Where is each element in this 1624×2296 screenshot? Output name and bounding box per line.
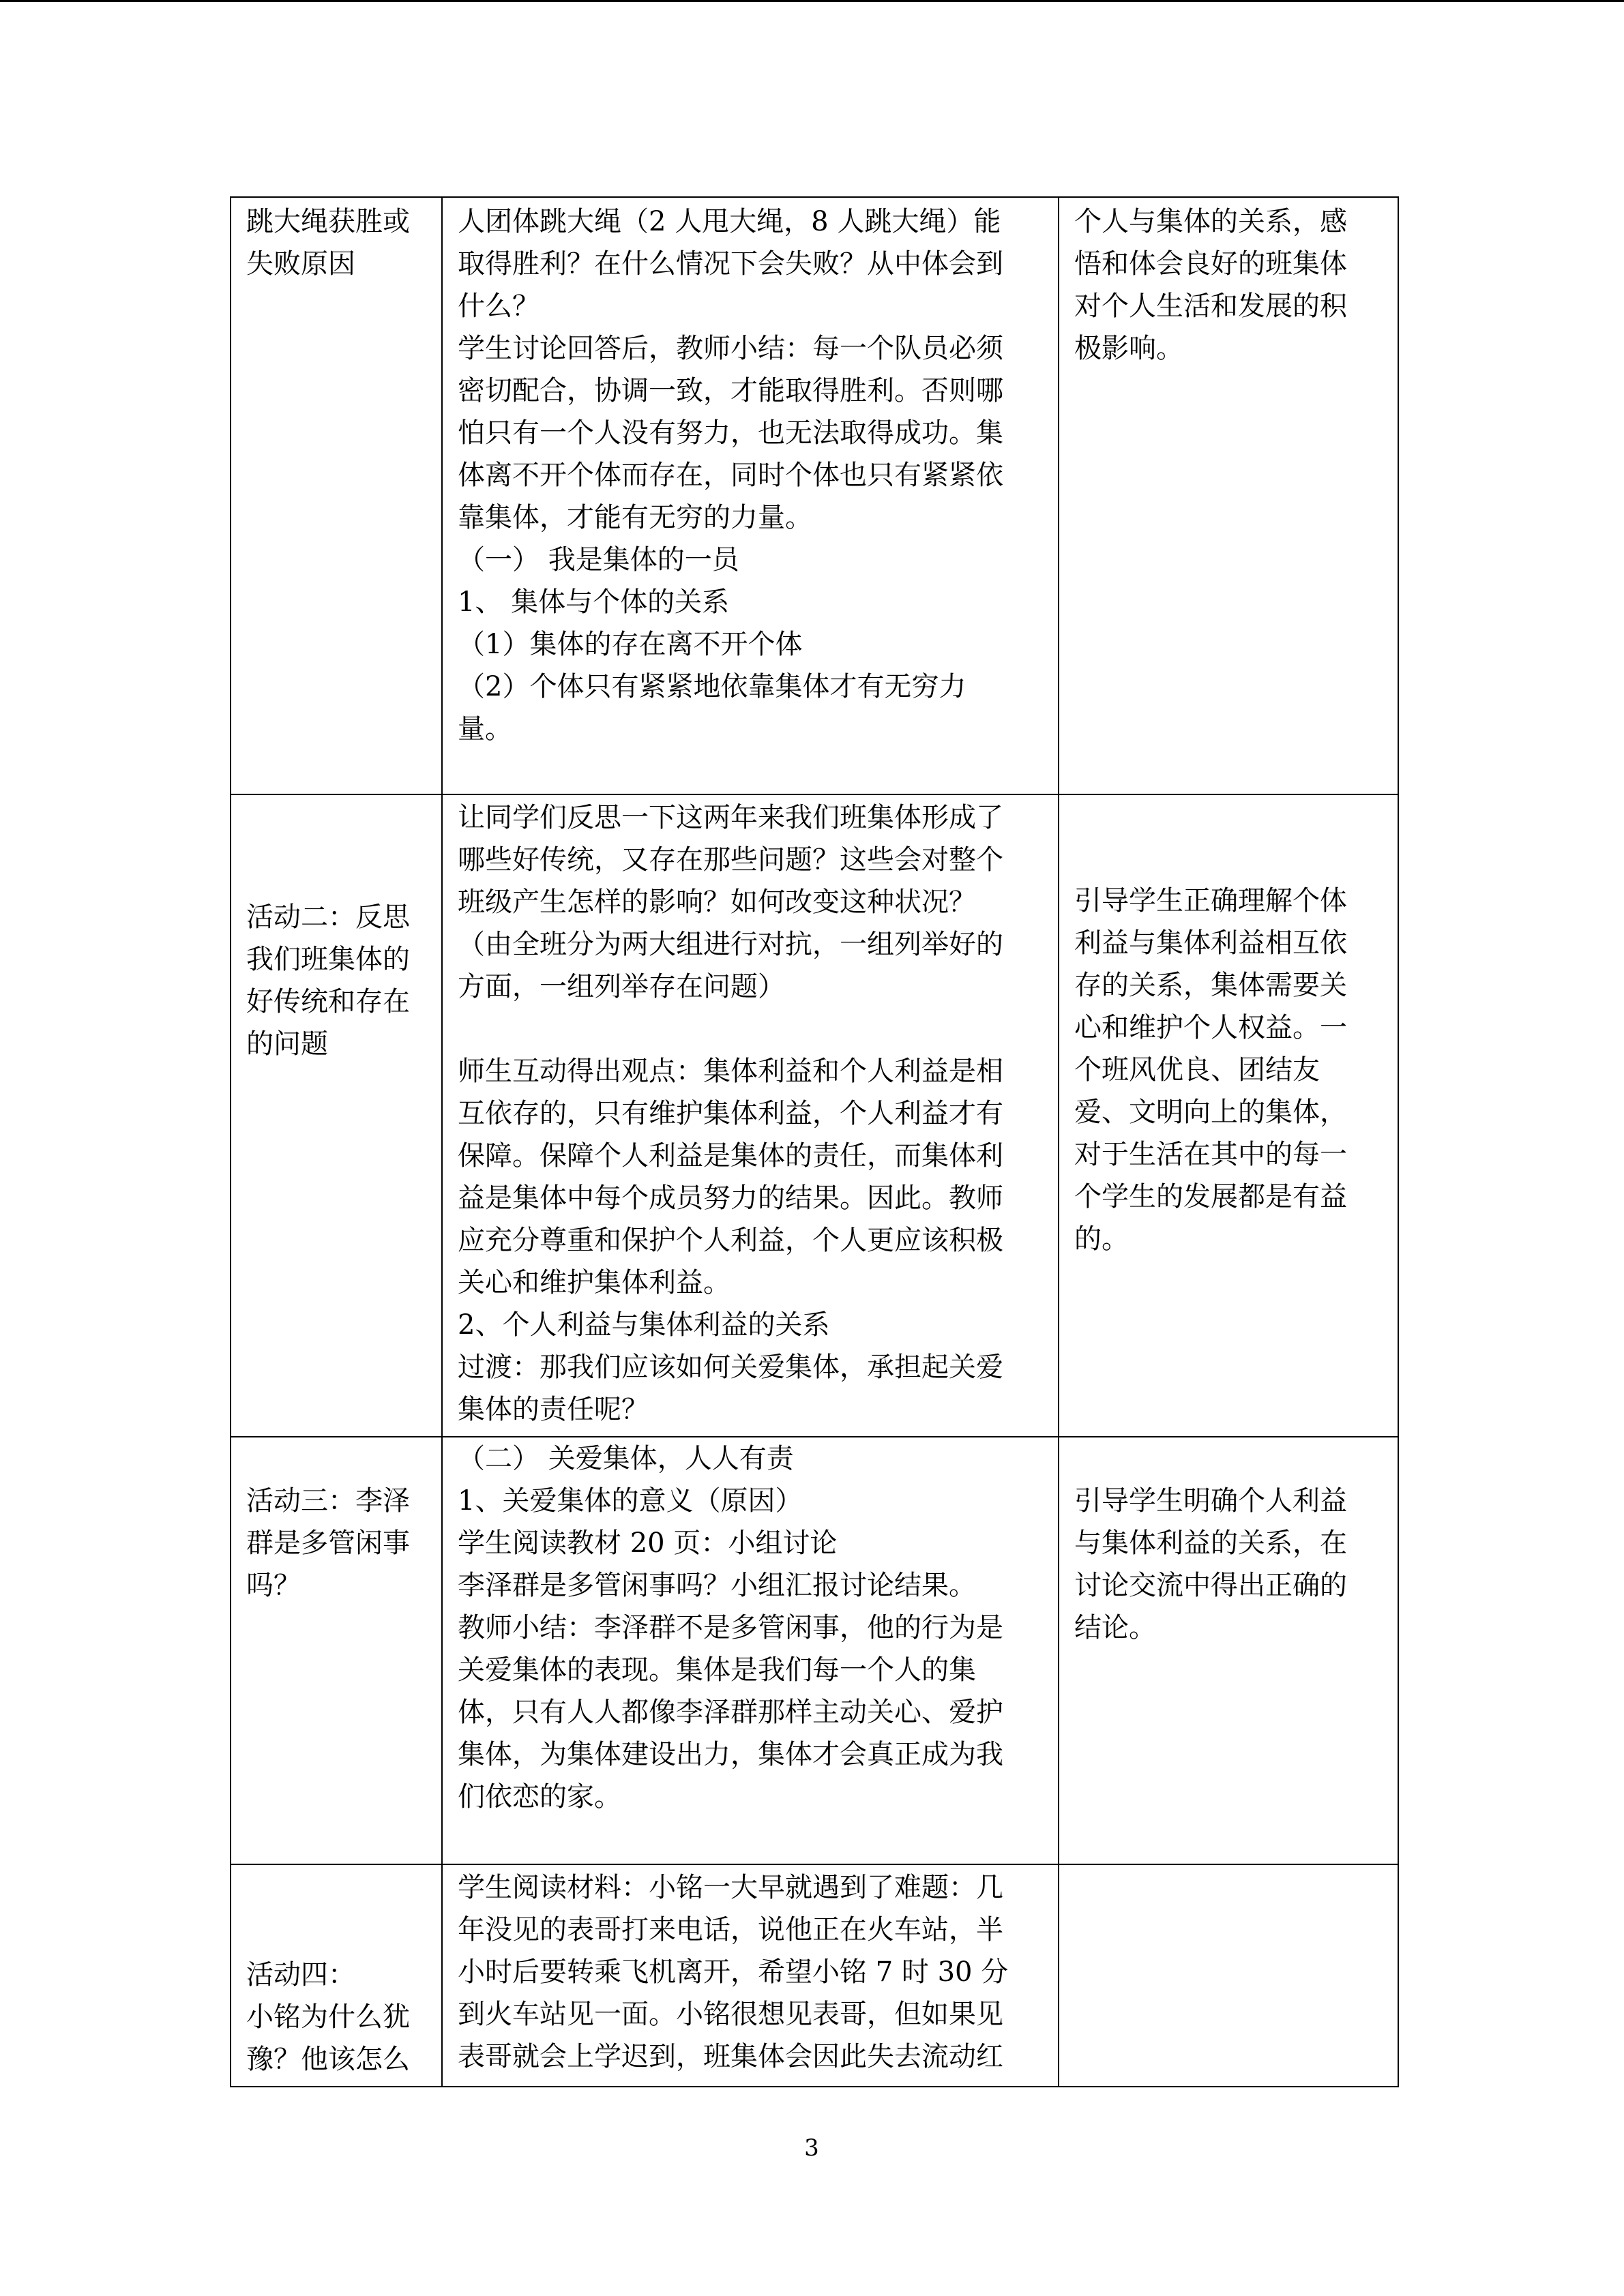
activity-text-line: 的问题 (246, 1028, 328, 1060)
table-body (231, 197, 1398, 2087)
content-cell (442, 1864, 1059, 2087)
content-text-line: 保障。保障个人利益是集体的责任，而集体利 (458, 1140, 1003, 1172)
activity-text-line: 我们班集体的 (246, 944, 410, 975)
content-text-line: 怕只有一个人没有努力，也无法取得成功。集 (458, 417, 1003, 449)
intent-cell (1059, 197, 1398, 794)
content-text-line: 小时后要转乘飞机离开，希望小铭 7 时 30 分 (458, 1956, 1009, 1988)
content-text-line: 体，只有人人都像李泽群那样主动关心、爱护 (458, 1697, 1003, 1728)
content-text-line: 师生互动得出观点：集体利益和个人利益是相 (458, 1056, 1003, 1087)
blank-line (458, 1008, 1043, 1050)
content-cell (442, 794, 1059, 1437)
activity-text-line: 活动三：李泽 (246, 1485, 410, 1517)
table-row (231, 1437, 1398, 1864)
content-text-line: 学生讨论回答后，教师小结：每一个队员必须 (458, 333, 1003, 364)
intent-text-line: 引导学生正确理解个体 (1074, 885, 1347, 916)
content-text-line: 让同学们反思一下这两年来我们班集体形成了 (458, 802, 1003, 833)
intent-text-line: 引导学生明确个人利益 (1074, 1485, 1347, 1517)
content-text-line: 关爱集体的表现。集体是我们每一个人的集 (458, 1654, 976, 1686)
content-text-line: 靠集体，才能有无穷的力量。 (458, 502, 812, 533)
intent-cell (1059, 1437, 1398, 1864)
intent-text-line: 结论。 (1074, 1612, 1156, 1643)
activity-text-line: 群是多管闲事 (246, 1527, 410, 1559)
intent-cell (1059, 794, 1398, 1437)
content-text-line: 取得胜利？在什么情况下会失败？从中体会到 (458, 248, 1003, 280)
content-text-line: （二） 关爱集体，人人有责 (458, 1443, 794, 1474)
content-text-line: 们依恋的家。 (458, 1781, 621, 1813)
content-text-line: 体离不开个体而存在，同时个体也只有紧紧依 (458, 460, 1003, 491)
content-cell (442, 1437, 1059, 1864)
content-text-line: 关心和维护集体利益。 (458, 1267, 730, 1298)
content-text-line: 到火车站见一面。小铭很想见表哥，但如果见 (458, 1999, 1003, 2030)
activity-text-line: 跳大绳获胜或 (246, 206, 410, 237)
content-text-line: （2）个体只有紧紧地依靠集体才有无穷力 (458, 671, 966, 702)
activity-cell (231, 1437, 442, 1864)
table-row (231, 1864, 1398, 2087)
intent-cell (1059, 1864, 1398, 2087)
content-text-line: 互依存的，只有维护集体利益，个人利益才有 (458, 1098, 1003, 1129)
page-number: 3 (804, 2134, 819, 2162)
intent-text-line: 与集体利益的关系，在 (1074, 1527, 1347, 1559)
activity-text-line: 失败原因 (246, 248, 355, 280)
activity-text-line: 吗？ (246, 1570, 301, 1601)
intent-text-line: 的。 (1074, 1223, 1129, 1255)
intent-text-line: 悟和体会良好的班集体 (1074, 248, 1347, 280)
content-text-line: 集体的责任呢？ (458, 1394, 649, 1425)
activity-text-line: 好传统和存在 (246, 986, 410, 1017)
activity-text-line: 豫？他该怎么 (246, 2044, 410, 2075)
content-text-line: （由全班分为两大组进行对抗，一组列举好的 (458, 929, 1003, 960)
content-text-line: 班级产生怎样的影响？如何改变这种状况？ (458, 886, 976, 918)
intent-text-line: 利益与集体利益相互依 (1074, 927, 1347, 959)
content-text-line: 1、 集体与个体的关系 (458, 586, 730, 618)
lesson-plan-table (230, 196, 1399, 2087)
intent-text-line: 对个人生活和发展的积 (1074, 290, 1347, 322)
content-text-line: 密切配合，协调一致，才能取得胜利。否则哪 (458, 375, 1003, 406)
activity-cell (231, 1864, 442, 2087)
intent-text-line: 爱、文明向上的集体， (1074, 1097, 1347, 1128)
content-text-line: 过渡：那我们应该如何关爱集体，承担起关爱 (458, 1352, 1003, 1383)
content-text-line: 学生阅读教材 20 页：小组讨论 (458, 1527, 838, 1559)
content-text-line: 李泽群是多管闲事吗？小组汇报讨论结果。 (458, 1570, 976, 1601)
content-text-line: 益是集体中每个成员努力的结果。因此。教师 (458, 1182, 1003, 1214)
content-text-line: 应充分尊重和保护个人利益，个人更应该积极 (458, 1225, 1003, 1256)
intent-text-line: 讨论交流中得出正确的 (1074, 1570, 1347, 1601)
content-text-line: （一） 我是集体的一员 (458, 544, 739, 576)
intent-text-line: 个班风优良、团结友 (1074, 1054, 1320, 1086)
content-text-line: 什么？ (458, 290, 540, 322)
activity-cell (231, 794, 442, 1437)
activity-text-line: 活动二：反思 (246, 901, 410, 933)
intent-text-line: 个人与集体的关系，感 (1074, 206, 1347, 237)
content-text-line: （1）集体的存在离不开个体 (458, 629, 803, 660)
content-text-line: 哪些好传统，又存在那些问题？这些会对整个 (458, 844, 1003, 876)
content-text-line: 表哥就会上学迟到，班集体会因此失去流动红 (458, 2041, 1003, 2072)
activity-cell (231, 197, 442, 794)
page-top-rule (0, 0, 1624, 2)
table-row (231, 197, 1398, 794)
content-text-line: 人团体跳大绳（2 人甩大绳，8 人跳大绳）能 (458, 206, 1001, 237)
activity-text-line: 小铭为什么犹 (246, 2001, 410, 2033)
table-row (231, 794, 1398, 1437)
intent-text-line: 极影响。 (1074, 333, 1183, 364)
content-text-line: 量。 (458, 713, 512, 745)
content-text-line: 方面，一组列举存在问题） (458, 971, 785, 1002)
content-cell (442, 197, 1059, 794)
content-text-line: 教师小结：李泽群不是多管闲事，他的行为是 (458, 1612, 1003, 1643)
content-text-line: 1、关爱集体的意义（原因） (458, 1485, 803, 1517)
content-text-line: 2、个人利益与集体利益的关系 (458, 1309, 830, 1341)
content-text-line: 学生阅读材料：小铭一大早就遇到了难题：几 (458, 1872, 1003, 1903)
content-text-line: 年没见的表哥打来电话，说他正在火车站，半 (458, 1914, 1003, 1945)
intent-text-line: 存的关系，集体需要关 (1074, 970, 1347, 1001)
intent-text-line: 心和维护个人权益。一 (1074, 1012, 1347, 1043)
content-text-line: 集体，为集体建设出力，集体才会真正成为我 (458, 1739, 1003, 1770)
activity-text-line: 活动四： (246, 1959, 355, 1991)
intent-text-line: 个学生的发展都是有益 (1074, 1181, 1347, 1212)
intent-text-line: 对于生活在其中的每一 (1074, 1139, 1347, 1170)
